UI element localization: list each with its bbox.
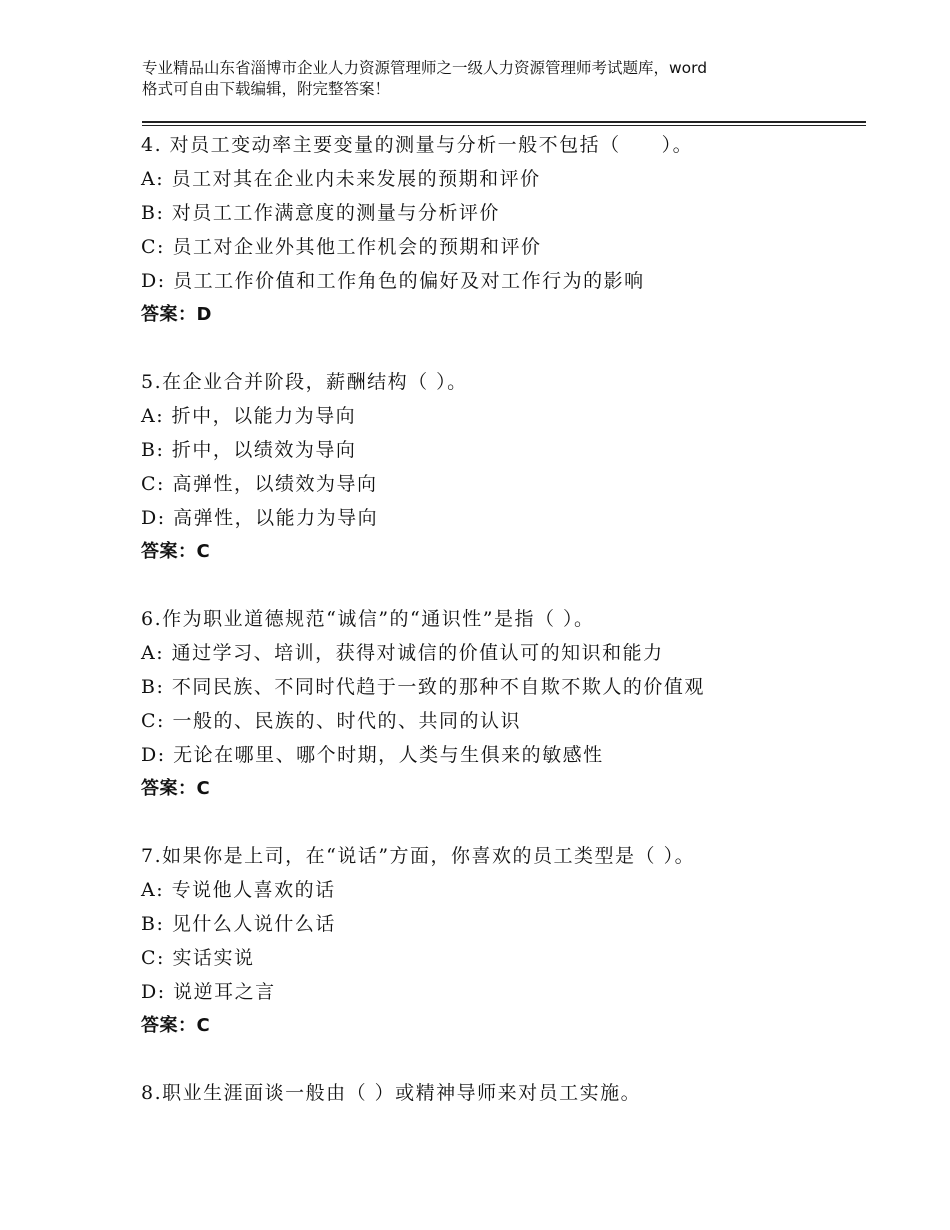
question-8 (141, 1076, 881, 1110)
option-d: D: 说逆耳之言 (141, 981, 276, 1003)
header-divider (142, 121, 866, 123)
option-d: D: 无论在哪里、哪个时期，人类与生俱来的敏感性 (141, 744, 604, 766)
option-d: D: 员工工作价值和工作角色的偏好及对工作行为的影响 (141, 270, 645, 292)
header-title-line-1: 专业精品山东省淄博市企业人力资源管理师之一级人力资源管理师考试题库，word (142, 59, 708, 77)
option-b: B: 对员工工作满意度的测量与分析评价 (141, 202, 500, 224)
question-list (141, 128, 881, 1110)
option-a: A: 通过学习、培训，获得对诚信的价值认可的知识和能力 (141, 642, 664, 664)
option-a: A: 员工对其在企业内未来发展的预期和评价 (141, 168, 541, 190)
answer: 答案：C (141, 778, 211, 799)
option-b: B: 折中，以绩效为导向 (141, 439, 357, 461)
option-b: B: 见什么人说什么话 (141, 913, 336, 935)
answer: 答案：C (141, 1015, 211, 1036)
option-c: C: 高弹性，以绩效为导向 (141, 473, 378, 495)
header-divider-thin (142, 125, 866, 126)
question-stem: 5.在企业合并阶段，薪酬结构（ ）。 (141, 371, 468, 393)
option-c: C: 员工对企业外其他工作机会的预期和评价 (141, 236, 542, 258)
answer: 答案：C (141, 541, 211, 562)
option-d: D: 高弹性，以能力为导向 (141, 507, 379, 529)
question-7 (141, 839, 881, 1043)
option-a: A: 折中，以能力为导向 (141, 405, 357, 427)
question-4 (141, 128, 881, 332)
question-5 (141, 365, 881, 569)
answer: 答案：D (141, 304, 212, 325)
option-c: C: 一般的、民族的、时代的、共同的认识 (141, 710, 521, 732)
question-stem: 7.如果你是上司，在“说话”方面，你喜欢的员工类型是（ ）。 (141, 845, 696, 867)
option-a: A: 专说他人喜欢的话 (141, 879, 336, 901)
question-6 (141, 602, 881, 806)
document-header (142, 58, 832, 100)
option-b: B: 不同民族、不同时代趋于一致的那种不自欺不欺人的价值观 (141, 676, 705, 698)
question-stem: 6.作为职业道德规范“诚信”的“通识性”是指（ ）。 (141, 608, 595, 630)
header-title-line-2: 格式可自由下载编辑，附完整答案！ (142, 80, 391, 98)
question-stem: 4. 对员工变动率主要变量的测量与分析一般不包括（ ）。 (141, 134, 694, 156)
option-c: C: 实话实说 (141, 947, 255, 969)
question-stem: 8.职业生涯面谈一般由（ ）或精神导师来对员工实施。 (141, 1082, 642, 1104)
